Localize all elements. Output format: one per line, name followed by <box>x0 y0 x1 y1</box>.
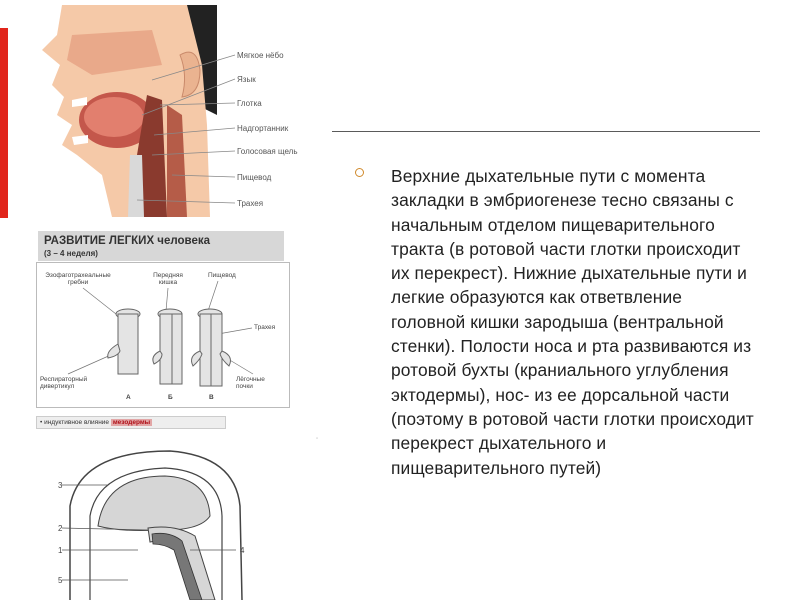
stage-b-label: Б <box>168 394 173 401</box>
label-esophagus-small: Пищевод <box>208 272 236 279</box>
lung-figure-subtitle: (3 – 4 неделя) <box>44 249 98 258</box>
watermark-mark: ▫ <box>316 436 319 442</box>
label-glottis: Голосовая щель <box>237 147 298 156</box>
label-trachea: Трахея <box>237 199 264 208</box>
legend-text: • индуктивное влияние <box>40 419 110 426</box>
embryo-label-5: 5 <box>58 576 63 585</box>
label-epiglottis: Надгортанник <box>237 124 289 133</box>
stage-a-label: А <box>126 394 131 401</box>
head-section-figure <box>32 5 322 217</box>
label-pharynx: Глотка <box>237 99 262 108</box>
lung-development-figure <box>28 226 296 436</box>
label-esophagus: Пищевод <box>237 173 272 182</box>
embryo-drawing <box>50 446 300 600</box>
label-lung-buds: Лёгочные почки <box>236 376 265 390</box>
label-foregut: Передняя кишка <box>153 272 183 286</box>
label-ridges: Эзофаготрахеальные гребни <box>45 272 111 286</box>
bullet-block <box>355 164 755 480</box>
label-trachea-small: Трахея <box>254 324 276 331</box>
embryo-label-2: 2 <box>58 524 63 533</box>
lung-figure-title: РАЗВИТИЕ ЛЕГКИХ человека <box>44 235 211 247</box>
embryo-label-4: 4 <box>240 546 245 555</box>
bullet-circle-icon <box>355 168 364 177</box>
stage-c-label: В <box>209 394 214 401</box>
head-section-drawing <box>32 5 322 217</box>
accent-bar <box>0 28 8 218</box>
lung-stages-drawing <box>28 226 296 436</box>
label-tongue: Язык <box>237 75 256 84</box>
label-diverticulum: Респираторный дивертикул <box>40 376 88 390</box>
header-divider <box>332 131 760 132</box>
legend <box>40 419 152 426</box>
embryo-figure <box>50 446 300 600</box>
embryo-label-1: 1 <box>58 546 63 555</box>
embryo-label-3: 3 <box>58 481 63 490</box>
slide-paragraph: Верхние дыхательные пути с момента закладки в эмбриогенезе тесно связаны с начальным отделом пищеварительного тракта (в ротовой части глотки происходит их перекрест). Нижние дыхательные пути и легкие образуются как ответвление головной кишки зародыша (вентральной стенки). Полости носа и рта развиваются из ротовой бухты (краниального углубления эктодермы), нос- из ее дорсальной части (поэтому в ротовой части глотки происходит перекрест дыхательного и пищеварительного путей) <box>391 166 754 478</box>
legend-highlight: мезодермы <box>112 419 151 426</box>
label-soft-palate: Мягкое нёбо <box>237 51 284 60</box>
